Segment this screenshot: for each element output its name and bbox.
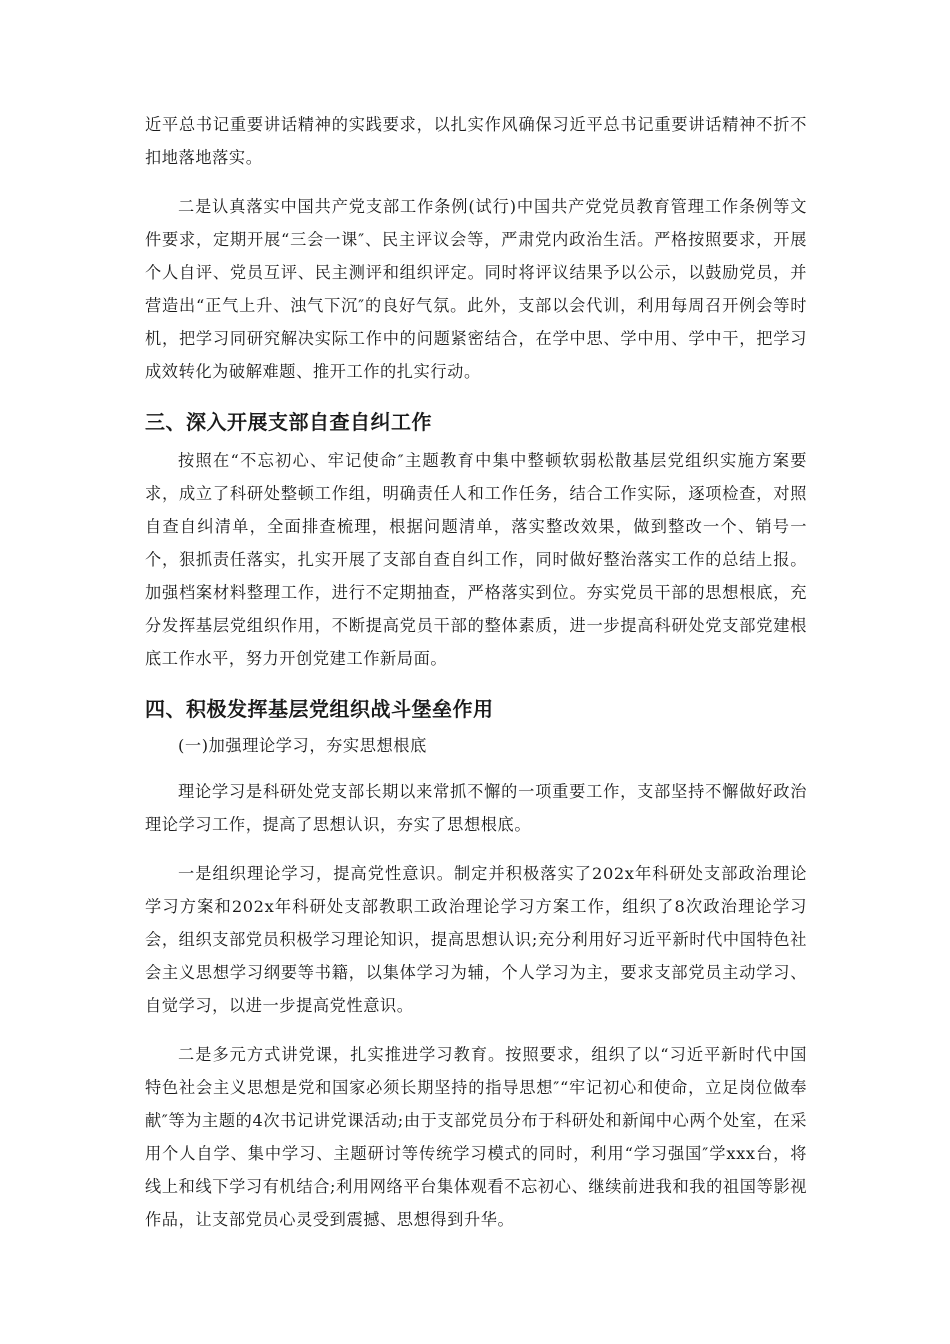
paragraph-party-life: 二是认真落实中国共产党支部工作条例(试行)中国共产党党员教育管理工作条例等文件要求，定期开展“三会一课″、民主评议会等，严肃党内政治生活。严格按照要求，开展个人自评、党员互评、民主测评和组织评定。同时将评议结果予以公示，以鼓励党员，并营造出“正气上升、浊气下沉″的良好气氛。此外，支部以会代训，利用每周召开例会等时机，把学习同研究解决实际工作中的问题紧密结合，在学中思、学中用、学中干，把学习成效转化为破解难题、推开工作的扎实行动。 — [145, 197, 807, 381]
section-3-paragraph: 按照在“不忘初心、牢记使命″主题教育中集中整顿软弱松散基层党组织实施方案要求，成立了科研处整顿工作组，明确责任人和工作任务，结合工作实际，逐项检查，对照自查自纠清单，全面排查梳理，根据问题清单，落实整改效果，做到整改一个、销号一个，狠抓责任落实，扎实开展了支部自查自纠工作，同时做好整治落实工作的总结上报。加强档案材料整理工作，进行不定期抽查，严格落实到位。夯实党员干部的思想根底，充分发挥基层党组织作用，不断提高党员干部的整体素质，进一步提高科研处党支部党建根底工作水平，努力开创党建工作新局面。 — [145, 451, 807, 668]
section-4-sub-heading: (一)加强理论学习，夯实思想根底 — [178, 736, 427, 755]
section-3-heading: 三、深入开展支部自查自纠工作 — [145, 410, 432, 434]
paragraph-continuation: 近平总书记重要讲话精神的实践要求，以扎实作风确保习近平总书记重要讲话精神不折不扣地落地落实。 — [145, 115, 807, 167]
section-4-paragraph-theory-study: 一是组织理论学习，提高党性意识。制定并积极落实了202x年科研处支部政治理论学习方案和202x年科研处支部教职工政治理论学习方案工作，组织了8次政治理论学习会，组织支部党员积极学习理论知识，提高思想认识;充分利用好习近平新时代中国特色社会主义思想学习纲要等书籍，以集体学习为辅，个人学习为主，要求支部党员主动学习、自觉学习，以进一步提高党性意识。 — [145, 864, 807, 1015]
document-page — [145, 108, 807, 1252]
section-4-paragraph-party-lessons: 二是多元方式讲党课，扎实推进学习教育。按照要求，组织了以“习近平新时代中国特色社会主义思想是党和国家必须长期坚持的指导思想″“牢记初心和使命，立足岗位做奉献″等为主题的4次书记讲党课活动;由于支部党员分布于科研处和新闻中心两个处室，在采用个人自学、集中学习、主题研讨等传统学习模式的同时，利用“学习强国″学xxx台，将线上和线下学习有机结合;利用网络平台集体观看不忘初心、继续前进我和我的祖国等影视作品，让支部党员心灵受到震撼、思想得到升华。 — [145, 1045, 807, 1229]
section-4-heading: 四、积极发挥基层党组织战斗堡垒作用 — [145, 697, 494, 721]
section-4-paragraph-intro: 理论学习是科研处党支部长期以来常抓不懈的一项重要工作，支部坚持不懈做好政治理论学习工作，提高了思想认识，夯实了思想根底。 — [145, 782, 807, 834]
